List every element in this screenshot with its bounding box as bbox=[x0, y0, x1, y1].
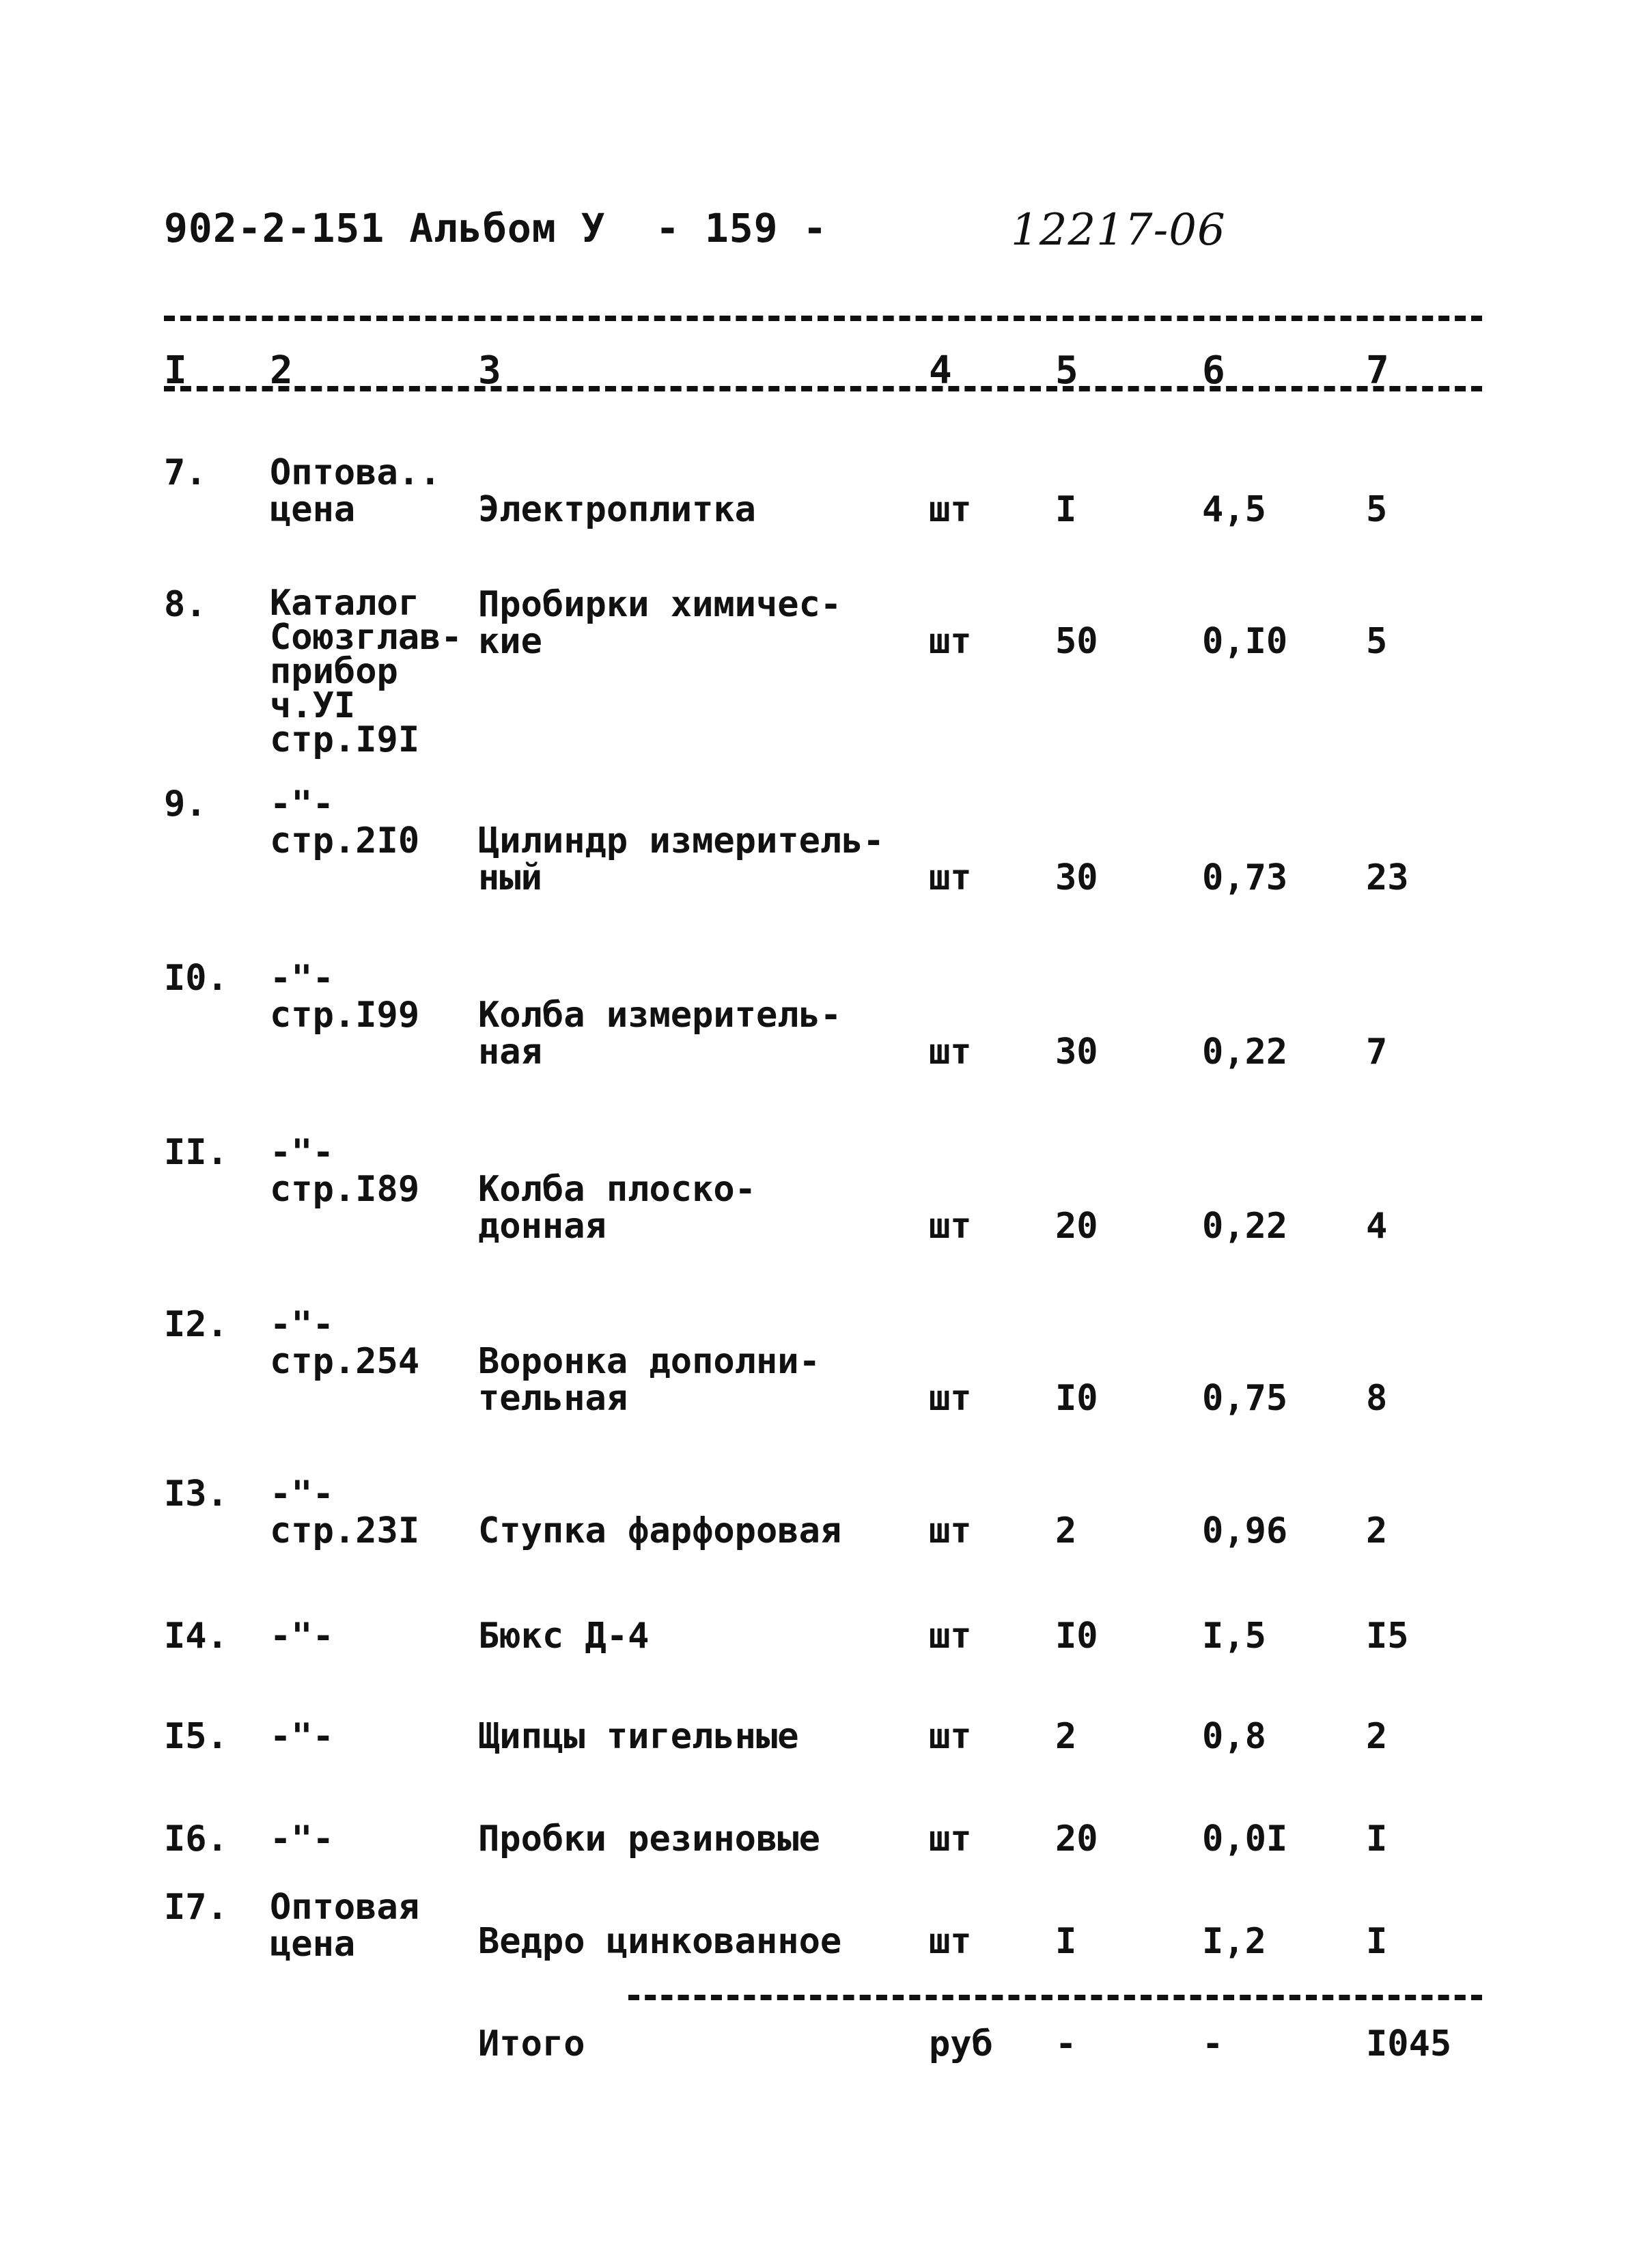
row-number: 8. bbox=[164, 584, 207, 625]
unit: шт bbox=[929, 1921, 972, 1962]
row-number: 9. bbox=[164, 784, 207, 825]
unit: шт bbox=[929, 1818, 972, 1859]
column-number: 3 bbox=[478, 348, 501, 393]
item-name: Ведро цинкованное bbox=[478, 1921, 842, 1962]
unit-price: I,5 bbox=[1202, 1616, 1266, 1657]
total-cost: I bbox=[1366, 1818, 1388, 1859]
quantity: 50 bbox=[1055, 621, 1098, 662]
column-number: 6 bbox=[1202, 348, 1225, 393]
unit: шт bbox=[929, 489, 972, 530]
price-source: -"- bbox=[270, 1818, 334, 1859]
grand-total: I045 bbox=[1366, 2023, 1452, 2064]
item-name: Ступка фарфоровая bbox=[478, 1510, 842, 1551]
total-cost: 23 bbox=[1366, 857, 1409, 898]
column-number: I bbox=[164, 348, 187, 393]
unit: шт bbox=[929, 1716, 972, 1757]
unit: шт bbox=[929, 621, 972, 662]
header-rule bbox=[164, 316, 1482, 321]
row-number: I2. bbox=[164, 1304, 228, 1345]
unit-price: 4,5 bbox=[1202, 489, 1266, 530]
row-number: II. bbox=[164, 1132, 228, 1173]
total-cost: 2 bbox=[1366, 1510, 1388, 1551]
column-number: 5 bbox=[1055, 348, 1078, 393]
item-name: Колба плоско- донная bbox=[478, 1169, 756, 1247]
row-number: I4. bbox=[164, 1616, 228, 1657]
unit-price: 0,8 bbox=[1202, 1716, 1266, 1757]
handwritten-number: 12217-06 bbox=[1011, 205, 1226, 255]
total-cost: 4 bbox=[1366, 1206, 1388, 1247]
row-number: I0. bbox=[164, 958, 228, 999]
unit-price: 0,I0 bbox=[1202, 621, 1288, 662]
total-price: - bbox=[1202, 2023, 1224, 2064]
unit: шт bbox=[929, 1378, 972, 1419]
price-source: -"- стр.2I0 bbox=[270, 784, 420, 861]
price-source: -"- стр.254 bbox=[270, 1304, 420, 1382]
column-number: 2 bbox=[270, 348, 293, 393]
total-cost: 5 bbox=[1366, 489, 1388, 530]
item-name: Пробирки химичес- кие bbox=[478, 584, 842, 662]
price-source: Оптова.. цена bbox=[270, 452, 441, 530]
item-name: Колба измеритель- ная bbox=[478, 995, 842, 1073]
price-source: Оптовая цена bbox=[270, 1887, 420, 1965]
price-source: -"- bbox=[270, 1616, 334, 1657]
unit: шт bbox=[929, 1206, 972, 1247]
price-source: -"- стр.I99 bbox=[270, 958, 420, 1036]
total-unit: руб bbox=[929, 2023, 993, 2064]
unit-price: 0,75 bbox=[1202, 1378, 1288, 1419]
row-number: I5. bbox=[164, 1716, 228, 1757]
item-name: Электроплитка bbox=[478, 489, 756, 530]
row-number: I6. bbox=[164, 1818, 228, 1859]
row-number: 7. bbox=[164, 452, 207, 493]
unit-price: 0,73 bbox=[1202, 857, 1288, 898]
unit-price: 0,22 bbox=[1202, 1032, 1288, 1073]
total-label: Итого bbox=[478, 2023, 585, 2064]
price-source: Каталог Союзглав- прибор ч.УI стр.I9I bbox=[270, 583, 462, 760]
unit: шт bbox=[929, 1616, 972, 1657]
column-number: 4 bbox=[929, 348, 952, 393]
unit: шт bbox=[929, 1510, 972, 1551]
total-cost: I5 bbox=[1366, 1616, 1409, 1657]
total-cost: 2 bbox=[1366, 1716, 1388, 1757]
unit: шт bbox=[929, 1032, 972, 1073]
row-number: I7. bbox=[164, 1887, 228, 1928]
unit-price: 0,96 bbox=[1202, 1510, 1288, 1551]
page-number: - 159 - bbox=[656, 205, 828, 251]
column-number: 7 bbox=[1366, 348, 1389, 393]
column-number-row bbox=[0, 348, 1646, 403]
quantity: 20 bbox=[1055, 1818, 1098, 1859]
quantity: I bbox=[1055, 489, 1077, 530]
quantity: I0 bbox=[1055, 1378, 1098, 1419]
quantity: 30 bbox=[1055, 1032, 1098, 1073]
total-cost: 8 bbox=[1366, 1378, 1388, 1419]
quantity: 30 bbox=[1055, 857, 1098, 898]
total-cost: 5 bbox=[1366, 621, 1388, 662]
unit-price: I,2 bbox=[1202, 1921, 1266, 1962]
quantity: I0 bbox=[1055, 1616, 1098, 1657]
quantity: I bbox=[1055, 1921, 1077, 1962]
row-number: I3. bbox=[164, 1474, 228, 1515]
quantity: 20 bbox=[1055, 1206, 1098, 1247]
item-name: Пробки резиновые bbox=[478, 1818, 820, 1859]
unit-price: 0,0I bbox=[1202, 1818, 1288, 1859]
item-name: Цилиндр измеритель- ный bbox=[478, 820, 884, 898]
column-number-rule bbox=[164, 386, 1482, 391]
item-name: Бюкс Д-4 bbox=[478, 1616, 650, 1657]
total-rule bbox=[628, 1995, 1482, 2000]
unit-price: 0,22 bbox=[1202, 1206, 1288, 1247]
price-source: -"- стр.I89 bbox=[270, 1132, 420, 1210]
price-source: -"- bbox=[270, 1716, 334, 1757]
quantity: 2 bbox=[1055, 1510, 1077, 1551]
item-name: Воронка дополни- тельная bbox=[478, 1341, 820, 1419]
quantity: 2 bbox=[1055, 1716, 1077, 1757]
total-cost: 7 bbox=[1366, 1032, 1388, 1073]
unit: шт bbox=[929, 857, 972, 898]
document-reference: 902-2-151 Альбом У bbox=[164, 205, 606, 251]
price-source: -"- стр.23I bbox=[270, 1474, 420, 1551]
total-quantity: - bbox=[1055, 2023, 1077, 2064]
item-name: Щипцы тигельные bbox=[478, 1716, 799, 1757]
total-cost: I bbox=[1366, 1921, 1388, 1962]
